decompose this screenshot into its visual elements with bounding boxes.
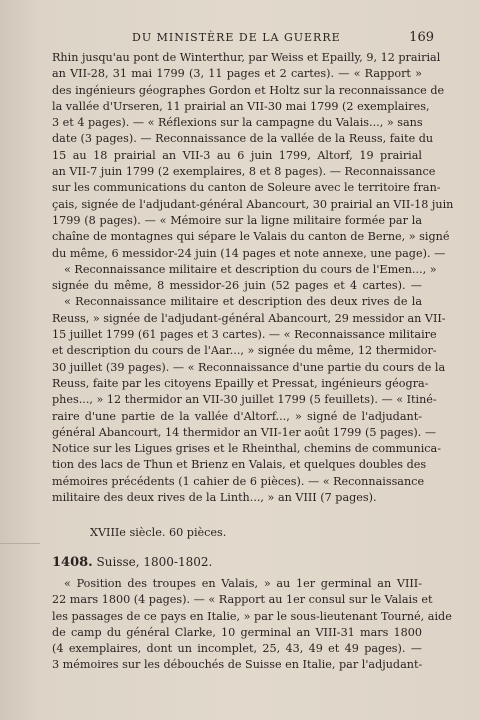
text-line: du même, 6 messidor-24 juin (14 pages et note annexe, une page). —	[52, 246, 446, 260]
text-line: général Abancourt, 14 thermidor an VII-1er août 1799 (5 pages). —	[52, 425, 437, 439]
text-line: et description du cours de l'Aar..., » signée du même, 12 thermidor-	[52, 344, 437, 358]
text-line: 15 au 18 prairial an VII-3 au 6 juin 1799, Altorf, 19 prairial	[52, 148, 422, 162]
text-line: mémoires précédents (1 cahier de 6 pièces). — « Reconnaissance	[52, 474, 425, 488]
text-line: Reuss, » signée de l'adjudant-général Abancourt, 29 messidor an VII-	[52, 311, 446, 325]
text-line: « Reconnaissance militaire et description des deux rives de la	[64, 295, 422, 309]
text-line: 3 mémoires sur les débouchés de Suisse en Italie, par l'adjudant-	[52, 658, 423, 672]
text-line: date (3 pages). — Reconnaissance de la vallée de la Reuss, faite du	[52, 132, 434, 146]
section-summary: XVIIIe siècle. 60 pièces.	[90, 526, 227, 539]
text-line: 15 juillet 1799 (61 pages et 3 cartes). — « Reconnaissance militaire	[52, 328, 437, 342]
text-line: de camp du général Clarke, 10 germinal an VIII-31 mars 1800	[52, 625, 422, 639]
text-line: Rhin jusqu'au pont de Winterthur, par Weiss et Epailly, 9, 12 prairial	[52, 51, 441, 64]
text-line: an VII-7 juin 1799 (2 exemplaires, 8 et 8 pages). — Reconnaissance	[52, 165, 436, 179]
text-line: (4 exemplaires, dont un incomplet, 25, 43, 49 et 49 pages). —	[52, 642, 422, 656]
text-line: tion des lacs de Thun et Brienz en Valais, et quelques doubles des	[52, 458, 427, 472]
text-line: militaire des deux rives de la Linth..., » an VIII (7 pages).	[52, 491, 377, 505]
entry-title: Suisse, 1800-1802.	[92, 555, 213, 569]
text-line: sur les communications du canton de Soleure avec le territoire fran-	[52, 181, 441, 195]
text-line: « Position des troupes en Valais, » au 1er germinal an VIII-	[64, 577, 422, 590]
entry-text-block	[52, 576, 452, 674]
text-line: an VII-28, 31 mai 1799 (3, 11 pages et 2 cartes). — « Rapport »	[52, 67, 422, 81]
entry-number: 1408.	[52, 555, 93, 570]
text-line: Notice sur les Ligues grises et le Rheinthal, chemins de communica-	[52, 442, 441, 456]
text-line: phes..., » 12 thermidor an VII-30 juillet 1799 (5 feuillets). — « Itiné-	[52, 393, 437, 407]
text-line: Reuss, faite par les citoyens Epailly et Pressat, ingénieurs géogra-	[52, 376, 429, 390]
text-line: les passages de ce pays en Italie, » par le sous-lieutenant Tourné, aide	[52, 609, 452, 623]
entry-heading	[52, 555, 212, 570]
page-header	[132, 30, 434, 45]
main-text-block	[52, 50, 454, 506]
text-line: chaîne de montagnes qui sépare le Valais du canton de Berne, » signé	[52, 230, 450, 244]
text-line: 1799 (8 pages). — « Mémoire sur la ligne militaire formée par la	[52, 213, 422, 227]
text-line: raire d'une partie de la vallée d'Altorf..., » signé de l'adjudant-	[52, 409, 422, 423]
text-line: des ingénieurs géographes Gordon et Holtz sur la reconnaissance de	[52, 83, 445, 97]
text-line: 22 mars 1800 (4 pages). — « Rapport au 1er consul sur le Valais et	[52, 593, 433, 607]
text-line: çais, signée de l'adjudant-général Abancourt, 30 prairial an VII-18 juin	[52, 197, 454, 211]
page-number: 169	[409, 30, 434, 45]
running-title: DU MINISTÈRE DE LA GUERRE	[132, 31, 341, 44]
margin-shadow-divider	[0, 543, 40, 544]
text-line: « Reconnaissance militaire et description du cours de l'Emen..., »	[64, 262, 437, 276]
text-line: la vallée d'Urseren, 11 prairial an VII-30 mai 1799 (2 exemplaires,	[52, 99, 430, 113]
text-line: 3 et 4 pages). — « Réflexions sur la campagne du Valais..., » sans	[52, 116, 423, 130]
text-line: 30 juillet (39 pages). — « Reconnaissance d'une partie du cours de la	[52, 360, 446, 374]
text-line: signée du même, 8 messidor-26 juin (52 pages et 4 cartes). —	[52, 279, 422, 293]
